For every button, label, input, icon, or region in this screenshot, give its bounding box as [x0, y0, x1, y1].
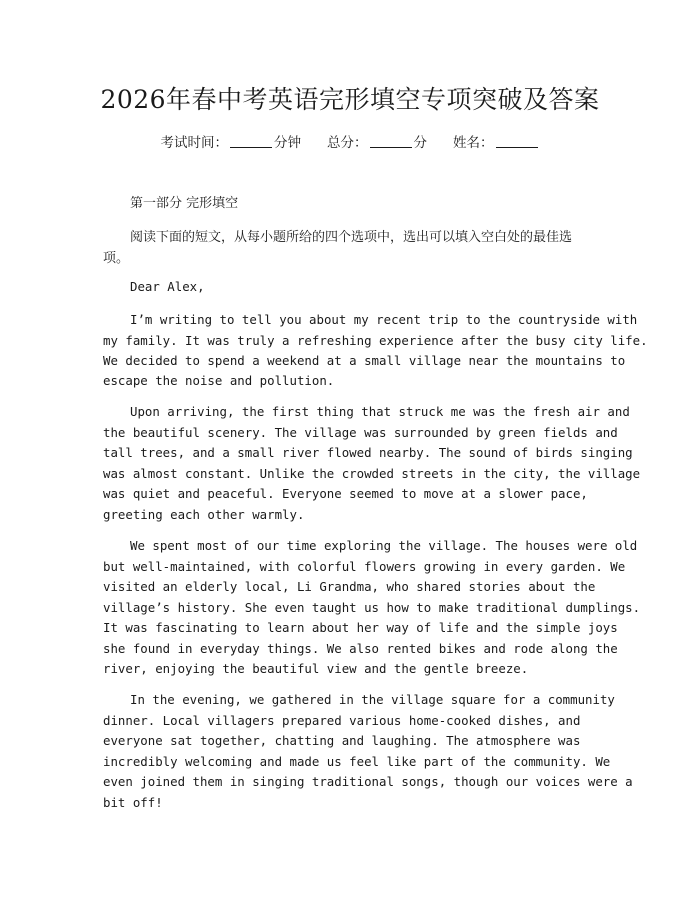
paragraph-line: everyone sat together, chatting and laughing. The atmosphere was: [103, 733, 581, 748]
paragraph-line: Upon arriving, the first thing that struck me was the fresh air and: [130, 404, 630, 419]
time-unit: 分钟: [274, 135, 301, 151]
section-heading: 第一部分 完形填空: [130, 196, 239, 211]
paragraph-line: It was fascinating to learn about her way of life and the simple joys: [103, 620, 618, 635]
paragraph-line: In the evening, we gathered in the village square for a community: [130, 692, 615, 707]
paragraph-line: was quiet and peaceful. Everyone seemed to move at a slower pace,: [103, 486, 588, 501]
paragraph-line: my family. It was truly a refreshing experience after the busy city life.: [103, 333, 648, 348]
page-title: 2026年春中考英语完形填空专项突破及答案: [100, 85, 600, 114]
name-blank: [496, 135, 538, 148]
paragraph-line: river, enjoying the beautiful view and the gentle breeze.: [103, 661, 529, 676]
paragraph-line: even joined them in singing traditional songs, though our voices were a: [103, 774, 633, 789]
paragraph-line: tall trees, and a small river flowed nearby. The sound of birds singing: [103, 445, 633, 460]
paragraph-line: dinner. Local villagers prepared various home-cooked dishes, and: [103, 713, 581, 728]
paragraph-line: was almost constant. Unlike the crowded streets in the city, the village: [103, 466, 641, 481]
time-blank: [230, 135, 272, 148]
score-label: 总分：: [327, 135, 368, 151]
instruction-line: 阅读下面的短文，从每小题所给的四个选项中，选出可以填入空白处的最佳选: [130, 230, 573, 245]
time-label: 考试时间：: [160, 135, 228, 151]
paragraph-line: but well-maintained, with colorful flowers growing in every garden. We: [103, 559, 626, 574]
paragraph-line: bit off!: [103, 795, 163, 810]
paragraph-line: incredibly welcoming and made us feel like part of the community. We: [103, 754, 611, 769]
score-blank: [370, 135, 412, 148]
score-unit: 分: [413, 135, 427, 151]
paragraph-line: We spent most of our time exploring the village. The houses were old: [130, 538, 638, 553]
exam-info-line: [0, 131, 700, 151]
paragraph-line: escape the noise and pollution.: [103, 373, 335, 388]
paragraph-line: village’s history. She even taught us how to make traditional dumplings.: [103, 600, 641, 615]
paragraph-line: visited an elderly local, Li Grandma, who shared stories about the: [103, 579, 596, 594]
paragraph-line: greeting each other warmly.: [103, 507, 305, 522]
name-label: 姓名：: [453, 135, 494, 151]
instruction-line: 项。: [103, 251, 130, 266]
paragraph-line: the beautiful scenery. The village was surrounded by green fields and: [103, 425, 618, 440]
paragraph-line: she found in everyday things. We also rented bikes and rode along the: [103, 641, 618, 656]
salutation: Dear Alex,: [130, 279, 205, 294]
paragraph-line: I’m writing to tell you about my recent trip to the countryside with: [130, 312, 638, 327]
paragraph-line: We decided to spend a weekend at a small village near the mountains to: [103, 353, 626, 368]
